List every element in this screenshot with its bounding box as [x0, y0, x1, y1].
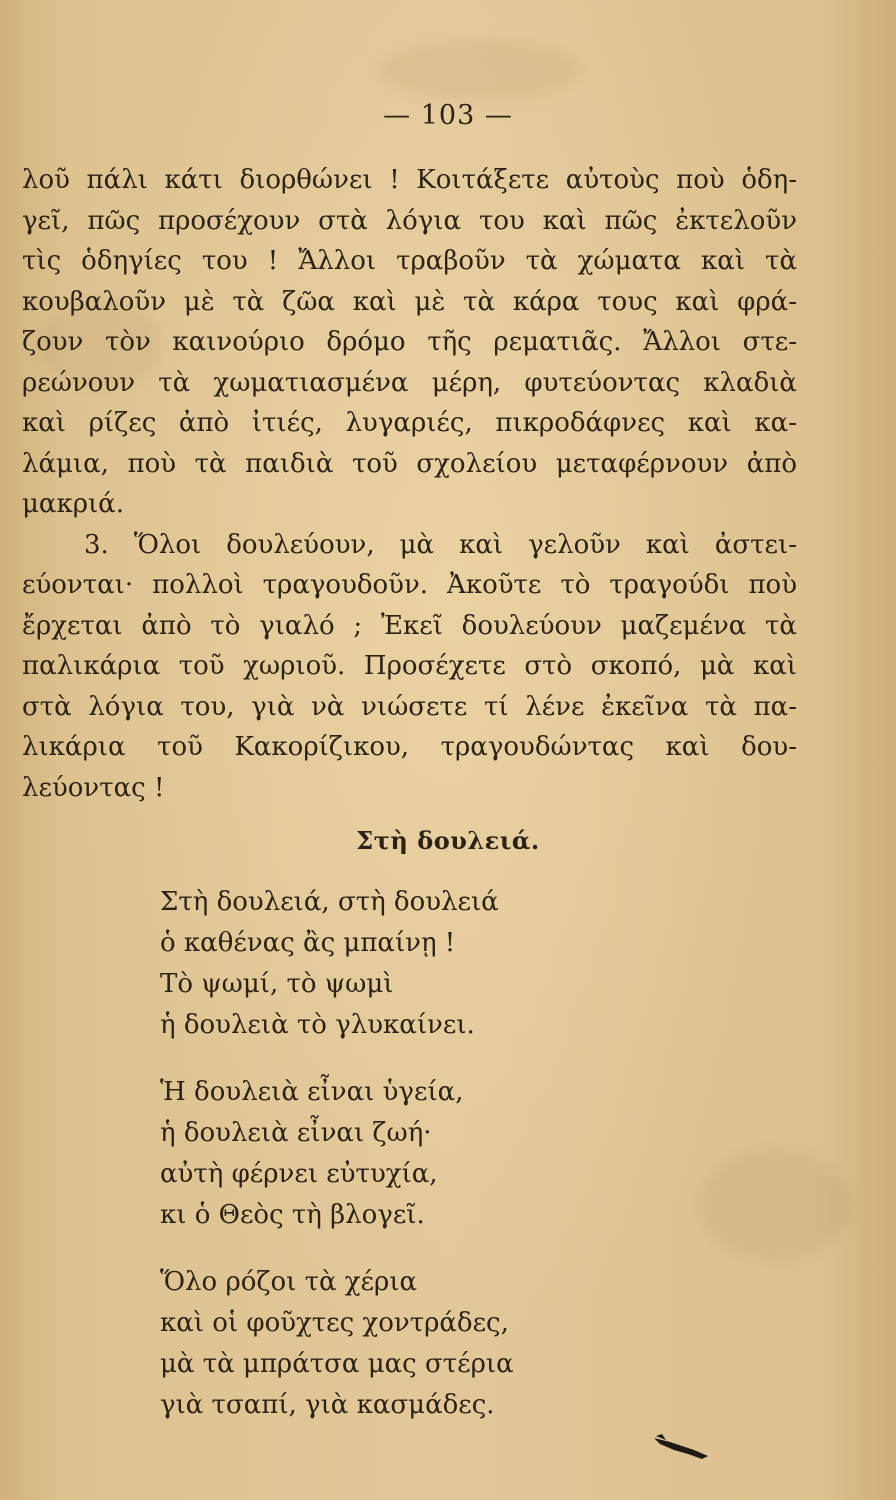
text-line: λάμια, ποὺ τὰ παιδιὰ τοῦ σχολείου μεταφέρνουν ἀπὸ: [22, 448, 797, 479]
page-number: — 103 —: [383, 100, 513, 131]
poem-line: ἡ δουλειὰ τὸ γλυκαίνει.: [160, 1010, 475, 1040]
poem-line: ἡ δουλειὰ εἶναι ζωή·: [160, 1118, 432, 1148]
text-line: λικάρια τοῦ Κακορίζικου, τραγουδώντας καὶ δου-: [22, 732, 797, 762]
text-line: στὰ λόγια του, γιὰ νὰ νιώσετε τί λένε ἐκεῖνα τὰ πα-: [22, 691, 797, 722]
poem: [160, 882, 514, 1452]
poem-line: Τὸ ψωμί, τὸ ψωμὶ: [160, 969, 394, 999]
text-line: λεύοντας !: [22, 772, 165, 803]
text-line: κουβαλοῦν μὲ τὰ ζῶα καὶ μὲ τὰ κάρα τους καὶ φρά-: [22, 286, 797, 317]
paper-stain: [700, 1150, 850, 1260]
text-line: εύονται· πολλοὶ τραγουδοῦν. Ἀκοῦτε τὸ τραγούδι ποὺ: [22, 570, 797, 600]
text-line: ἔρχεται ἀπὸ τὸ γιαλό ; Ἐκεῖ δουλεύουν μαζεμένα τὰ: [22, 610, 797, 641]
poem-stanza: [160, 882, 514, 1046]
paper-stain: [380, 40, 580, 100]
poem-line: Ἡ δουλειὰ εἶναι ὑγεία,: [160, 1077, 464, 1107]
prose-body: [22, 160, 797, 808]
poem-line: Στὴ δουλειά, στὴ δουλειά: [160, 887, 499, 917]
poem-line: κι ὁ Θεὸς τὴ βλογεῖ.: [160, 1200, 425, 1230]
text-line: μακριά.: [22, 489, 125, 519]
text-line: τὶς ὁδηγίες του ! Ἄλλοι τραβοῦν τὰ χώματα καὶ τὰ: [22, 246, 797, 276]
poem-line: γιὰ τσαπί, γιὰ κασμάδες.: [160, 1390, 495, 1420]
paragraph-start-line: 3. Ὅλοι δουλεύουν, μὰ καὶ γελοῦν καὶ ἀστει-: [84, 529, 797, 560]
text-line: παλικάρια τοῦ χωριοῦ. Προσέχετε στὸ σκοπό, μὰ καὶ: [22, 651, 797, 681]
poem-line: Ὅλο ρόζοι τὰ χέρια: [160, 1267, 418, 1297]
text-line: ρεώνουν τὰ χωματιασμένα μέρη, φυτεύοντας κλαδιὰ: [22, 367, 797, 398]
text-line: ζουν τὸν καινούριο δρόμο τῆς ρεματιᾶς. Ἄλλοι στε-: [22, 327, 797, 357]
ink-smudge-icon: [652, 1432, 712, 1462]
poem-stanza: [160, 1262, 514, 1426]
poem-title: Στὴ δουλειά.: [356, 826, 540, 855]
text-line: λοῦ πάλι κάτι διορθώνει ! Κοιτάξετε αὐτοὺς ποὺ ὁδη-: [22, 165, 797, 195]
poem-line: μὰ τὰ μπράτσα μας στέρια: [160, 1349, 514, 1379]
poem-stanza: [160, 1072, 514, 1236]
text-line: γεῖ, πῶς προσέχουν στὰ λόγια του καὶ πῶς ἐκτελοῦν: [22, 205, 797, 236]
poem-line: ὁ καθένας ἂς μπαίνῃ !: [160, 928, 456, 958]
text-line: καὶ ρίζες ἀπὸ ἰτιές, λυγαριές, πικροδάφνες καὶ κα-: [22, 408, 797, 438]
poem-line: καὶ οἱ φοῦχτες χοντράδες,: [160, 1308, 509, 1338]
poem-line: αὐτὴ φέρνει εὐτυχία,: [160, 1159, 438, 1189]
